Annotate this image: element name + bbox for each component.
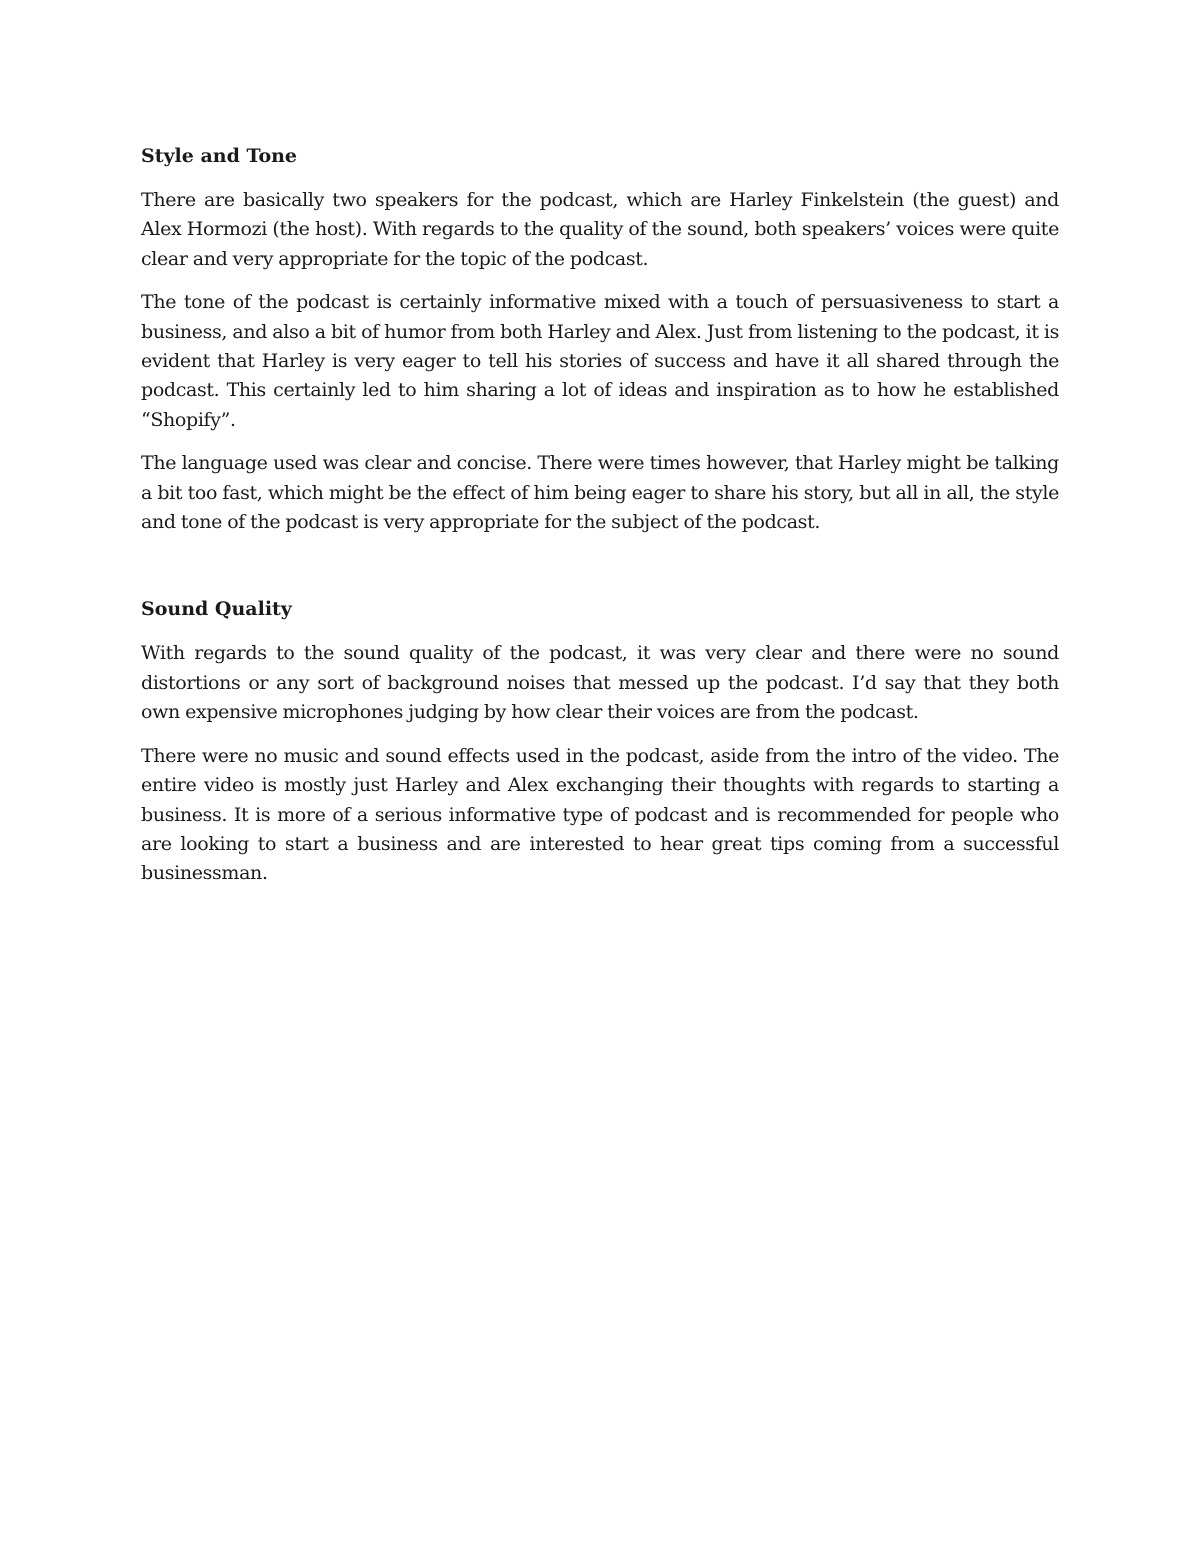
paragraph: There are basically two speakers for the podcast, which are Harley Finkelstein (the guest) and Alex Hormozi (the host). With regards to the quality of the sound, both speakers’ voices were quite clear and very appropriate for the topic of the podcast.: [141, 189, 1059, 270]
section-heading: Style and Tone: [141, 145, 298, 167]
paragraph: The language used was clear and concise. There were times however, that Harley might be talking a bit too fast, which might be the effect of him being eager to share his story, but all in all, the style and tone of the podcast is very appropriate for the subject of the podcast.: [141, 452, 1059, 534]
section-heading: Sound Quality: [141, 598, 292, 621]
paragraph: There were no music and sound effects used in the podcast, aside from the intro of the video. The entire video is mostly just Harley and Alex exchanging their thoughts with regards to starting a business. It is more of a serious informative type of podcast and is recommended for people who are looking to start a business and are interested to hear great tips coming from a successful businessman.: [141, 744, 1059, 885]
paragraph: The tone of the podcast is certainly informative mixed with a touch of persuasiveness to start a business, and also a bit of humor from both Harley and Alex. Just from listening to the podcast, it is evident that Harley is very eager to tell his stories of success and have it all shared through the podcast. This certainly led to him sharing a lot of ideas and inspiration as to how he established “Shopify”.: [141, 291, 1059, 431]
paragraph: With regards to the sound quality of the podcast, it was very clear and there were no sound distortions or any sort of background noises that messed up the podcast. I’d say that they both own expensive microphones judging by how clear their voices are from the podcast.: [141, 642, 1059, 724]
section-spacer: [141, 551, 1059, 595]
section-style-and-tone: [141, 142, 1059, 537]
document-body: [141, 142, 1059, 903]
section-sound-quality: [141, 595, 1059, 888]
